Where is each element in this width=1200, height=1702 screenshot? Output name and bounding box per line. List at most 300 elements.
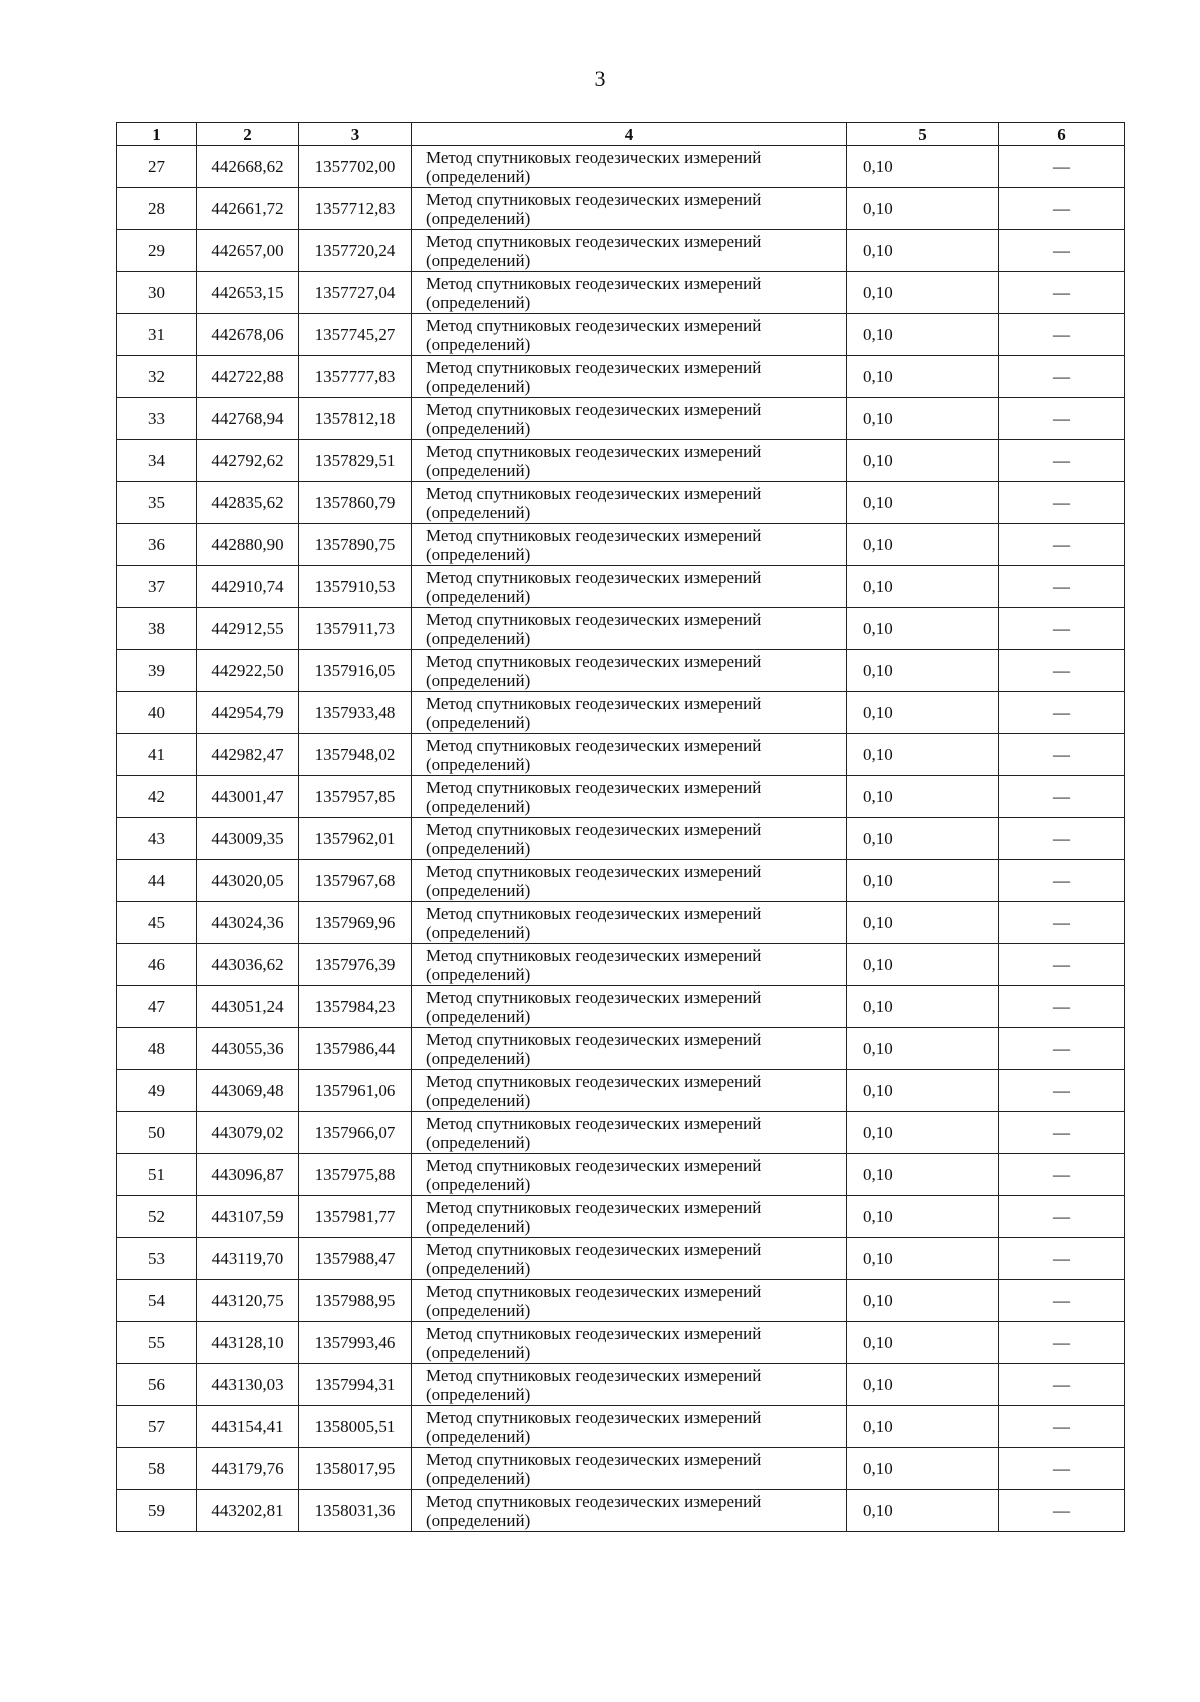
method-cell (412, 272, 847, 314)
header-col-4: 4 (412, 123, 847, 146)
table-row (117, 1154, 1125, 1196)
table-row (117, 440, 1125, 482)
point-number-cell: 44 (117, 860, 197, 902)
note-cell: — (999, 188, 1125, 230)
coordinate-y-cell: 1357911,73 (299, 608, 412, 650)
method-text: Метод спутниковых геодезических измерений (426, 189, 762, 209)
point-number-cell: 41 (117, 734, 197, 776)
coordinate-x-cell: 443128,10 (197, 1322, 299, 1364)
accuracy-cell: 0,10 (847, 524, 999, 566)
coordinate-x-cell: 442661,72 (197, 188, 299, 230)
coordinate-y-cell: 1357966,07 (299, 1112, 412, 1154)
method-text-continued: (определений) (426, 1216, 531, 1236)
method-text-continued: (определений) (426, 1132, 531, 1152)
point-number-cell: 32 (117, 356, 197, 398)
method-text-continued: (определений) (426, 1510, 531, 1530)
coordinate-y-cell: 1357890,75 (299, 524, 412, 566)
method-cell (412, 1322, 847, 1364)
method-cell (412, 944, 847, 986)
table-row (117, 860, 1125, 902)
header-col-1: 1 (117, 123, 197, 146)
table-row (117, 1070, 1125, 1112)
method-text: Метод спутниковых геодезических измерений (426, 231, 762, 251)
table-row (117, 398, 1125, 440)
coordinate-x-cell: 443120,75 (197, 1280, 299, 1322)
method-text: Метод спутниковых геодезических измерений (426, 1365, 762, 1385)
note-cell: — (999, 230, 1125, 272)
note-cell: — (999, 314, 1125, 356)
coordinate-x-cell: 442653,15 (197, 272, 299, 314)
accuracy-cell: 0,10 (847, 1112, 999, 1154)
method-text: Метод спутниковых геодезических измерений (426, 315, 762, 335)
coordinate-y-cell: 1357777,83 (299, 356, 412, 398)
method-text: Метод спутниковых геодезических измерений (426, 945, 762, 965)
method-cell (412, 776, 847, 818)
method-cell (412, 692, 847, 734)
method-cell (412, 1280, 847, 1322)
method-text: Метод спутниковых геодезических измерений (426, 1071, 762, 1091)
note-cell: — (999, 1028, 1125, 1070)
coordinates-table (116, 122, 1125, 1532)
table-body (117, 146, 1125, 1532)
coordinate-y-cell: 1357860,79 (299, 482, 412, 524)
method-text: Метод спутниковых геодезических измерений (426, 1407, 762, 1427)
method-cell (412, 356, 847, 398)
accuracy-cell: 0,10 (847, 1490, 999, 1532)
note-cell: — (999, 1406, 1125, 1448)
coordinate-y-cell: 1357993,46 (299, 1322, 412, 1364)
note-cell: — (999, 524, 1125, 566)
coordinate-y-cell: 1357988,47 (299, 1238, 412, 1280)
point-number-cell: 45 (117, 902, 197, 944)
note-cell: — (999, 608, 1125, 650)
coordinate-x-cell: 442922,50 (197, 650, 299, 692)
table-header (117, 123, 1125, 146)
accuracy-cell: 0,10 (847, 1280, 999, 1322)
point-number-cell: 35 (117, 482, 197, 524)
method-cell (412, 860, 847, 902)
point-number-cell: 51 (117, 1154, 197, 1196)
method-cell (412, 1154, 847, 1196)
point-number-cell: 39 (117, 650, 197, 692)
method-text: Метод спутниковых геодезических измерений (426, 651, 762, 671)
accuracy-cell: 0,10 (847, 776, 999, 818)
accuracy-cell: 0,10 (847, 1238, 999, 1280)
table-row (117, 776, 1125, 818)
coordinate-x-cell: 442722,88 (197, 356, 299, 398)
coordinate-y-cell: 1357967,68 (299, 860, 412, 902)
coordinate-x-cell: 443119,70 (197, 1238, 299, 1280)
method-text: Метод спутниковых геодезических измерений (426, 777, 762, 797)
accuracy-cell: 0,10 (847, 1406, 999, 1448)
coordinate-x-cell: 442768,94 (197, 398, 299, 440)
method-text-continued: (определений) (426, 712, 531, 732)
accuracy-cell: 0,10 (847, 188, 999, 230)
table-row (117, 1280, 1125, 1322)
coordinate-x-cell: 443107,59 (197, 1196, 299, 1238)
note-cell: — (999, 1154, 1125, 1196)
table-row (117, 608, 1125, 650)
table-row (117, 230, 1125, 272)
coordinate-x-cell: 443202,81 (197, 1490, 299, 1532)
coordinate-y-cell: 1357916,05 (299, 650, 412, 692)
method-cell (412, 902, 847, 944)
point-number-cell: 56 (117, 1364, 197, 1406)
accuracy-cell: 0,10 (847, 1070, 999, 1112)
method-cell (412, 566, 847, 608)
method-cell (412, 1112, 847, 1154)
method-text: Метод спутниковых геодезических измерений (426, 1113, 762, 1133)
coordinate-x-cell: 442835,62 (197, 482, 299, 524)
method-text-continued: (определений) (426, 1174, 531, 1194)
method-cell (412, 734, 847, 776)
method-text-continued: (определений) (426, 838, 531, 858)
accuracy-cell: 0,10 (847, 1322, 999, 1364)
coordinate-x-cell: 443036,62 (197, 944, 299, 986)
method-text: Метод спутниковых геодезических измерений (426, 1029, 762, 1049)
coordinate-x-cell: 442668,62 (197, 146, 299, 188)
coordinate-y-cell: 1357969,96 (299, 902, 412, 944)
coordinate-y-cell: 1357986,44 (299, 1028, 412, 1070)
method-text-continued: (определений) (426, 628, 531, 648)
coordinate-y-cell: 1357957,85 (299, 776, 412, 818)
coordinate-x-cell: 442880,90 (197, 524, 299, 566)
table-row (117, 1028, 1125, 1070)
accuracy-cell: 0,10 (847, 860, 999, 902)
table-row (117, 944, 1125, 986)
coordinate-y-cell: 1357981,77 (299, 1196, 412, 1238)
coordinate-y-cell: 1358017,95 (299, 1448, 412, 1490)
accuracy-cell: 0,10 (847, 1028, 999, 1070)
note-cell: — (999, 818, 1125, 860)
method-cell (412, 482, 847, 524)
method-cell (412, 1070, 847, 1112)
page-number: 3 (594, 66, 606, 91)
method-text-continued: (определений) (426, 418, 531, 438)
table-row (117, 986, 1125, 1028)
accuracy-cell: 0,10 (847, 440, 999, 482)
coordinate-x-cell: 443020,05 (197, 860, 299, 902)
method-text-continued: (определений) (426, 250, 531, 270)
method-cell (412, 1238, 847, 1280)
table-row (117, 566, 1125, 608)
method-text: Метод спутниковых геодезических измерений (426, 273, 762, 293)
table-row (117, 1322, 1125, 1364)
note-cell: — (999, 1322, 1125, 1364)
method-cell (412, 440, 847, 482)
table-row (117, 188, 1125, 230)
coordinate-y-cell: 1357994,31 (299, 1364, 412, 1406)
accuracy-cell: 0,10 (847, 272, 999, 314)
method-text-continued: (определений) (426, 922, 531, 942)
method-text-continued: (определений) (426, 796, 531, 816)
note-cell: — (999, 1196, 1125, 1238)
method-text-continued: (определений) (426, 880, 531, 900)
note-cell: — (999, 1238, 1125, 1280)
table-row (117, 902, 1125, 944)
coordinate-x-cell: 443051,24 (197, 986, 299, 1028)
point-number-cell: 58 (117, 1448, 197, 1490)
method-text: Метод спутниковых геодезических измерений (426, 1323, 762, 1343)
table-row (117, 1238, 1125, 1280)
accuracy-cell: 0,10 (847, 650, 999, 692)
coordinate-y-cell: 1358005,51 (299, 1406, 412, 1448)
table-row (117, 692, 1125, 734)
method-text-continued: (определений) (426, 166, 531, 186)
method-text: Метод спутниковых геодезических измерений (426, 903, 762, 923)
note-cell: — (999, 692, 1125, 734)
point-number-cell: 27 (117, 146, 197, 188)
point-number-cell: 54 (117, 1280, 197, 1322)
coordinate-x-cell: 442910,74 (197, 566, 299, 608)
point-number-cell: 34 (117, 440, 197, 482)
point-number-cell: 55 (117, 1322, 197, 1364)
method-text: Метод спутниковых геодезических измерений (426, 1239, 762, 1259)
method-text: Метод спутниковых геодезических измерений (426, 399, 762, 419)
note-cell: — (999, 1280, 1125, 1322)
method-text: Метод спутниковых геодезических измерений (426, 525, 762, 545)
table-row (117, 650, 1125, 692)
method-cell (412, 1448, 847, 1490)
coordinate-y-cell: 1357976,39 (299, 944, 412, 986)
coordinate-y-cell: 1357829,51 (299, 440, 412, 482)
point-number-cell: 57 (117, 1406, 197, 1448)
table-row (117, 1364, 1125, 1406)
table-row (117, 356, 1125, 398)
point-number-cell: 30 (117, 272, 197, 314)
method-cell (412, 524, 847, 566)
note-cell: — (999, 860, 1125, 902)
accuracy-cell: 0,10 (847, 1448, 999, 1490)
note-cell: — (999, 146, 1125, 188)
coordinate-x-cell: 442982,47 (197, 734, 299, 776)
note-cell: — (999, 734, 1125, 776)
method-text: Метод спутниковых геодезических измерений (426, 1155, 762, 1175)
method-cell (412, 1196, 847, 1238)
method-text-continued: (определений) (426, 1426, 531, 1446)
table-row (117, 1490, 1125, 1532)
coordinate-y-cell: 1357933,48 (299, 692, 412, 734)
method-text: Метод спутниковых геодезических измерений (426, 1491, 762, 1511)
method-text-continued: (определений) (426, 502, 531, 522)
coordinate-x-cell: 443130,03 (197, 1364, 299, 1406)
coordinate-y-cell: 1357812,18 (299, 398, 412, 440)
note-cell: — (999, 272, 1125, 314)
method-text: Метод спутниковых геодезических измерений (426, 609, 762, 629)
method-text: Метод спутниковых геодезических измерений (426, 357, 762, 377)
method-cell (412, 1028, 847, 1070)
table-row (117, 272, 1125, 314)
coordinate-y-cell: 1357975,88 (299, 1154, 412, 1196)
coordinate-y-cell: 1357745,27 (299, 314, 412, 356)
point-number-cell: 29 (117, 230, 197, 272)
method-text: Метод спутниковых геодезических измерений (426, 441, 762, 461)
coordinate-y-cell: 1357702,00 (299, 146, 412, 188)
method-text-continued: (определений) (426, 1048, 531, 1068)
coordinate-y-cell: 1357727,04 (299, 272, 412, 314)
point-number-cell: 33 (117, 398, 197, 440)
method-text: Метод спутниковых геодезических измерений (426, 693, 762, 713)
note-cell: — (999, 650, 1125, 692)
method-cell (412, 1406, 847, 1448)
coordinate-y-cell: 1357910,53 (299, 566, 412, 608)
point-number-cell: 53 (117, 1238, 197, 1280)
coordinate-x-cell: 443055,36 (197, 1028, 299, 1070)
method-text-continued: (определений) (426, 208, 531, 228)
method-text-continued: (определений) (426, 586, 531, 606)
point-number-cell: 31 (117, 314, 197, 356)
method-text: Метод спутниковых геодезических измерений (426, 483, 762, 503)
method-cell (412, 146, 847, 188)
coordinate-y-cell: 1357712,83 (299, 188, 412, 230)
accuracy-cell: 0,10 (847, 986, 999, 1028)
header-col-3: 3 (299, 123, 412, 146)
coordinate-x-cell: 443096,87 (197, 1154, 299, 1196)
coordinate-x-cell: 443179,76 (197, 1448, 299, 1490)
note-cell: — (999, 1490, 1125, 1532)
coordinate-y-cell: 1357962,01 (299, 818, 412, 860)
coordinate-x-cell: 442657,00 (197, 230, 299, 272)
method-cell (412, 1364, 847, 1406)
method-text: Метод спутниковых геодезических измерений (426, 147, 762, 167)
note-cell: — (999, 776, 1125, 818)
coordinate-x-cell: 443154,41 (197, 1406, 299, 1448)
accuracy-cell: 0,10 (847, 230, 999, 272)
table-row (117, 818, 1125, 860)
table-row (117, 734, 1125, 776)
header-row (117, 123, 1125, 146)
method-cell (412, 818, 847, 860)
table-row (117, 482, 1125, 524)
point-number-cell: 47 (117, 986, 197, 1028)
note-cell: — (999, 944, 1125, 986)
coordinate-x-cell: 443069,48 (197, 1070, 299, 1112)
coordinate-y-cell: 1357948,02 (299, 734, 412, 776)
coordinate-y-cell: 1357720,24 (299, 230, 412, 272)
accuracy-cell: 0,10 (847, 1196, 999, 1238)
method-text: Метод спутниковых геодезических измерений (426, 819, 762, 839)
accuracy-cell: 0,10 (847, 146, 999, 188)
table-row (117, 146, 1125, 188)
note-cell: — (999, 1112, 1125, 1154)
coordinate-y-cell: 1358031,36 (299, 1490, 412, 1532)
accuracy-cell: 0,10 (847, 608, 999, 650)
coordinate-x-cell: 442792,62 (197, 440, 299, 482)
method-text-continued: (определений) (426, 1258, 531, 1278)
accuracy-cell: 0,10 (847, 818, 999, 860)
point-number-cell: 40 (117, 692, 197, 734)
coordinate-y-cell: 1357961,06 (299, 1070, 412, 1112)
method-text-continued: (определений) (426, 670, 531, 690)
note-cell: — (999, 398, 1125, 440)
coordinate-x-cell: 442954,79 (197, 692, 299, 734)
point-number-cell: 50 (117, 1112, 197, 1154)
method-text-continued: (определений) (426, 544, 531, 564)
coordinate-x-cell: 443079,02 (197, 1112, 299, 1154)
note-cell: — (999, 440, 1125, 482)
point-number-cell: 37 (117, 566, 197, 608)
table-row (117, 1112, 1125, 1154)
point-number-cell: 38 (117, 608, 197, 650)
method-cell (412, 650, 847, 692)
table-row (117, 524, 1125, 566)
method-text-continued: (определений) (426, 1342, 531, 1362)
accuracy-cell: 0,10 (847, 356, 999, 398)
method-cell (412, 188, 847, 230)
accuracy-cell: 0,10 (847, 734, 999, 776)
point-number-cell: 46 (117, 944, 197, 986)
method-text-continued: (определений) (426, 460, 531, 480)
accuracy-cell: 0,10 (847, 902, 999, 944)
method-text-continued: (определений) (426, 754, 531, 774)
method-text-continued: (определений) (426, 292, 531, 312)
header-col-2: 2 (197, 123, 299, 146)
accuracy-cell: 0,10 (847, 1154, 999, 1196)
point-number-cell: 48 (117, 1028, 197, 1070)
point-number-cell: 42 (117, 776, 197, 818)
method-text-continued: (определений) (426, 964, 531, 984)
table-row (117, 1406, 1125, 1448)
coordinate-y-cell: 1357984,23 (299, 986, 412, 1028)
method-text-continued: (определений) (426, 1006, 531, 1026)
method-text: Метод спутниковых геодезических измерений (426, 1197, 762, 1217)
method-text-continued: (определений) (426, 1468, 531, 1488)
note-cell: — (999, 482, 1125, 524)
accuracy-cell: 0,10 (847, 944, 999, 986)
method-text-continued: (определений) (426, 1384, 531, 1404)
table-row (117, 1196, 1125, 1238)
note-cell: — (999, 902, 1125, 944)
method-text: Метод спутниковых геодезических измерений (426, 861, 762, 881)
method-text-continued: (определений) (426, 1090, 531, 1110)
header-col-5: 5 (847, 123, 999, 146)
coordinate-y-cell: 1357988,95 (299, 1280, 412, 1322)
method-text: Метод спутниковых геодезических измерений (426, 735, 762, 755)
method-text-continued: (определений) (426, 1300, 531, 1320)
method-text: Метод спутниковых геодезических измерений (426, 1281, 762, 1301)
point-number-cell: 49 (117, 1070, 197, 1112)
method-text: Метод спутниковых геодезических измерений (426, 1449, 762, 1469)
method-cell (412, 314, 847, 356)
point-number-cell: 43 (117, 818, 197, 860)
method-cell (412, 230, 847, 272)
point-number-cell: 28 (117, 188, 197, 230)
accuracy-cell: 0,10 (847, 314, 999, 356)
accuracy-cell: 0,10 (847, 692, 999, 734)
coordinate-x-cell: 443001,47 (197, 776, 299, 818)
accuracy-cell: 0,10 (847, 482, 999, 524)
method-text: Метод спутниковых геодезических измерений (426, 987, 762, 1007)
method-text-continued: (определений) (426, 334, 531, 354)
method-text: Метод спутниковых геодезических измерений (426, 567, 762, 587)
accuracy-cell: 0,10 (847, 1364, 999, 1406)
method-cell (412, 986, 847, 1028)
header-col-6: 6 (999, 123, 1125, 146)
point-number-cell: 36 (117, 524, 197, 566)
method-cell (412, 608, 847, 650)
note-cell: — (999, 356, 1125, 398)
coordinate-x-cell: 442678,06 (197, 314, 299, 356)
table-row (117, 314, 1125, 356)
note-cell: — (999, 986, 1125, 1028)
note-cell: — (999, 1364, 1125, 1406)
method-cell (412, 398, 847, 440)
method-text-continued: (определений) (426, 376, 531, 396)
note-cell: — (999, 1448, 1125, 1490)
coordinate-x-cell: 443009,35 (197, 818, 299, 860)
accuracy-cell: 0,10 (847, 566, 999, 608)
point-number-cell: 52 (117, 1196, 197, 1238)
